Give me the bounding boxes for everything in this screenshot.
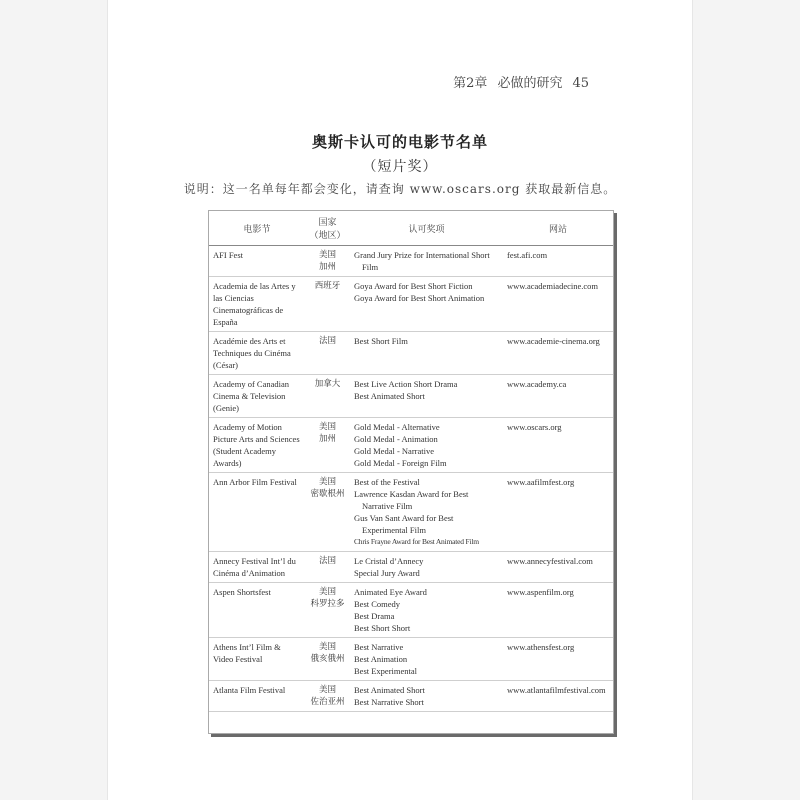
festival-name-cell: AFI Fest <box>209 246 305 277</box>
column-header-region: 国家 （地区） <box>305 211 350 246</box>
chapter-title: 必做的研究 <box>497 76 563 91</box>
website-cell: fest.afi.com <box>503 246 613 277</box>
award-line: Best Live Action Short Drama <box>354 379 458 389</box>
award-line: Film <box>362 262 379 272</box>
award-line: Best Comedy <box>354 599 401 609</box>
section-title: 奥斯卡认可的电影节名单 <box>311 133 488 151</box>
table-row <box>209 246 613 277</box>
festival-name-cell: Ann Arbor Film Festival <box>209 473 305 552</box>
award-line: Best Narrative <box>354 642 404 652</box>
website-cell: www.oscars.org <box>503 418 613 473</box>
explanatory-note: 说明：这一名单每年都会变化，请查询 www.oscars.org 获取最新信息。 <box>183 182 617 196</box>
awards-cell <box>350 583 503 638</box>
column-header-festival: 电影节 <box>209 211 305 246</box>
website-cell: www.aspenfilm.org <box>503 583 613 638</box>
award-line: Best Experimental <box>354 666 418 676</box>
section-subtitle: （短片奖） <box>362 159 438 175</box>
festival-table <box>209 211 613 712</box>
website-cell: www.academie-cinema.org <box>503 332 613 375</box>
table-row <box>209 277 613 332</box>
award-line: Best Short Short <box>354 623 411 633</box>
award-line: Gold Medal - Animation <box>354 434 438 444</box>
awards-cell <box>350 418 503 473</box>
column-header-awards: 认可奖项 <box>350 211 503 246</box>
award-line: Experimental Film <box>362 525 426 535</box>
region-cell: 西班牙 <box>305 277 350 332</box>
website-cell: www.atlantafilmfestival.com <box>503 681 613 712</box>
award-line: Best Animation <box>354 654 408 664</box>
award-line: Goya Award for Best Short Animation <box>354 293 485 303</box>
festival-name-cell: Académie des Arts et Techniques du Cinéma (César) <box>209 332 305 375</box>
award-line: Best Short Film <box>354 336 408 346</box>
table-header-row <box>209 211 613 246</box>
awards-cell <box>350 277 503 332</box>
award-line: Gus Van Sant Award for Best <box>354 513 454 523</box>
region-cell: 加拿大 <box>305 375 350 418</box>
region-cell: 法国 <box>305 552 350 583</box>
table-row <box>209 552 613 583</box>
table-row <box>209 375 613 418</box>
award-line: Gold Medal - Foreign Film <box>354 458 447 468</box>
page-number: 45 <box>572 76 589 91</box>
awards-cell <box>350 332 503 375</box>
festival-name-cell: Academy of Motion Picture Arts and Sciences (Student Academy Awards) <box>209 418 305 473</box>
running-header <box>453 72 589 91</box>
website-cell: www.aafilmfest.org <box>503 473 613 552</box>
award-line: Special Jury Award <box>354 568 420 578</box>
region-cell: 法国 <box>305 332 350 375</box>
festival-name-cell: Annecy Festival Int’l du Cinéma d’Animation <box>209 552 305 583</box>
region-cell: 美国 佐治亚州 <box>305 681 350 712</box>
region-cell: 美国 俄亥俄州 <box>305 638 350 681</box>
award-line: Best Drama <box>354 611 395 621</box>
award-line: Best Narrative Short <box>354 697 424 707</box>
website-cell: www.academiadecine.com <box>503 277 613 332</box>
awards-cell <box>350 473 503 552</box>
awards-cell <box>350 375 503 418</box>
awards-cell <box>350 681 503 712</box>
award-line: Goya Award for Best Short Fiction <box>354 281 473 291</box>
region-cell: 美国 加州 <box>305 418 350 473</box>
festival-name-cell: Academy of Canadian Cinema & Television (Genie) <box>209 375 305 418</box>
award-line: Narrative Film <box>362 501 413 511</box>
column-header-website: 网站 <box>503 211 613 246</box>
website-cell: www.academy.ca <box>503 375 613 418</box>
table-body <box>209 246 613 712</box>
chapter-number: 第2章 <box>453 76 488 91</box>
table-row <box>209 418 613 473</box>
festival-name-cell: Atlanta Film Festival <box>209 681 305 712</box>
award-line: Le Cristal d’Annecy <box>354 556 424 566</box>
award-line: Chris Frayne Award for Best Animated Film <box>354 537 479 546</box>
award-line: Best Animated Short <box>354 391 425 401</box>
festival-name-cell: Aspen Shortsfest <box>209 583 305 638</box>
awards-cell <box>350 552 503 583</box>
website-cell: www.annecyfestival.com <box>503 552 613 583</box>
table-row <box>209 681 613 712</box>
website-cell: www.athensfest.org <box>503 638 613 681</box>
table-row <box>209 473 613 552</box>
region-cell: 美国 密歇根州 <box>305 473 350 552</box>
festival-table-frame <box>208 210 614 734</box>
award-line: Best of the Festival <box>354 477 420 487</box>
table-row <box>209 638 613 681</box>
book-page <box>108 0 692 800</box>
award-line: Grand Jury Prize for International Short <box>354 250 490 260</box>
region-cell: 美国 加州 <box>305 246 350 277</box>
award-line: Animated Eye Award <box>354 587 427 597</box>
awards-cell <box>350 246 503 277</box>
awards-cell <box>350 638 503 681</box>
award-line: Best Animated Short <box>354 685 425 695</box>
festival-name-cell: Athens Int’l Film & Video Festival <box>209 638 305 681</box>
table-row <box>209 332 613 375</box>
award-line: Gold Medal - Alternative <box>354 422 440 432</box>
award-line: Gold Medal - Narrative <box>354 446 435 456</box>
region-cell: 美国 科罗拉多 <box>305 583 350 638</box>
table-row <box>209 583 613 638</box>
award-line: Lawrence Kasdan Award for Best <box>354 489 469 499</box>
festival-name-cell: Academia de las Artes y las Ciencias Cinematográficas de España <box>209 277 305 332</box>
